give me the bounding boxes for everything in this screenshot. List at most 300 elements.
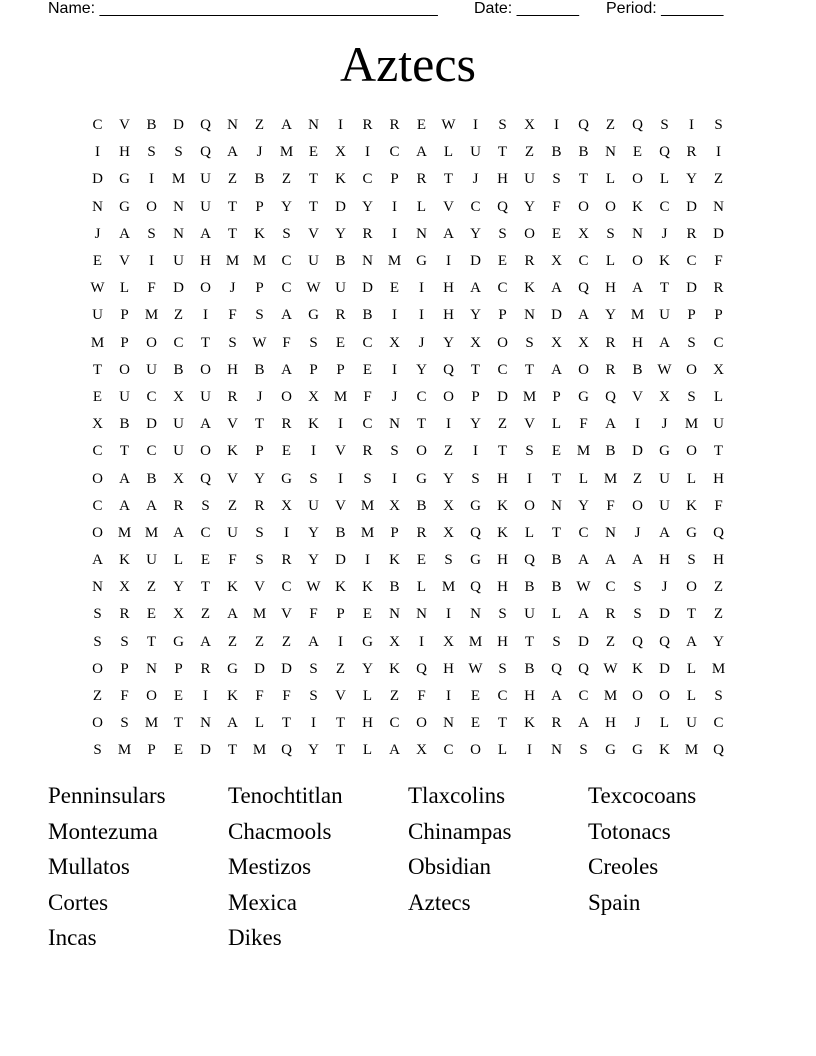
grid-letter: B bbox=[524, 660, 535, 677]
grid-letter: I bbox=[689, 117, 694, 134]
grid-letter: L bbox=[686, 470, 697, 487]
grid-letter: R bbox=[605, 606, 616, 623]
grid-letter: U bbox=[173, 253, 184, 270]
grid-letter: U bbox=[119, 388, 130, 405]
grid-letter: D bbox=[632, 443, 643, 460]
grid-letter: I bbox=[284, 524, 289, 541]
grid-letter: V bbox=[524, 416, 535, 433]
grid-letter: P bbox=[120, 334, 129, 351]
grid-letter: U bbox=[659, 307, 670, 324]
grid-letter: M bbox=[360, 524, 375, 541]
grid-letter: A bbox=[119, 225, 130, 242]
grid-letter: C bbox=[200, 524, 211, 541]
grid-letter: L bbox=[416, 198, 427, 215]
grid-letter: Q bbox=[281, 742, 292, 759]
grid-letter: X bbox=[389, 497, 400, 514]
grid-letter: S bbox=[633, 579, 642, 596]
grid-letter: L bbox=[362, 742, 373, 759]
grid-letter: P bbox=[120, 307, 129, 324]
grid-letter: E bbox=[173, 688, 184, 705]
grid-letter: R bbox=[173, 497, 184, 514]
grid-letter: T bbox=[254, 416, 265, 433]
grid-letter: K bbox=[227, 688, 238, 705]
grid-letter: O bbox=[200, 361, 211, 378]
grid-letter: T bbox=[335, 742, 346, 759]
grid-letter: C bbox=[146, 443, 157, 460]
grid-letter: N bbox=[470, 606, 481, 623]
grid-letter: I bbox=[365, 144, 370, 161]
grid-letter: K bbox=[524, 715, 535, 732]
grid-letter: Q bbox=[578, 280, 589, 297]
grid-letter: G bbox=[173, 633, 184, 650]
grid-letter: C bbox=[389, 144, 400, 161]
grid-letter: E bbox=[470, 715, 481, 732]
grid-letter: G bbox=[416, 253, 427, 270]
grid-letter: A bbox=[200, 633, 211, 650]
grid-letter: A bbox=[173, 524, 184, 541]
grid-letter: O bbox=[632, 171, 643, 188]
grid-letter: F bbox=[228, 552, 237, 569]
grid-letter: M bbox=[468, 633, 483, 650]
grid-letter: W bbox=[657, 361, 672, 378]
grid-letter: H bbox=[497, 579, 508, 596]
grid-letter: O bbox=[578, 198, 589, 215]
grid-letter: X bbox=[443, 524, 454, 541]
grid-letter: T bbox=[497, 144, 508, 161]
grid-letter: S bbox=[120, 715, 129, 732]
grid-letter: A bbox=[389, 742, 400, 759]
grid-letter: I bbox=[311, 443, 316, 460]
date-field-label: Date: _______ bbox=[474, 0, 579, 17]
grid-letter: V bbox=[335, 688, 346, 705]
grid-letter: H bbox=[497, 552, 508, 569]
grid-letter: O bbox=[524, 497, 535, 514]
grid-letter: L bbox=[578, 470, 589, 487]
grid-letter: C bbox=[389, 715, 400, 732]
grid-letter: Y bbox=[443, 470, 454, 487]
grid-letter: G bbox=[119, 171, 130, 188]
grid-letter: I bbox=[311, 715, 316, 732]
grid-letter: M bbox=[144, 715, 159, 732]
grid-letter: B bbox=[416, 497, 427, 514]
grid-letter: P bbox=[390, 171, 399, 188]
grid-letter: D bbox=[200, 742, 211, 759]
grid-letter: J bbox=[661, 579, 668, 596]
grid-letter: Y bbox=[173, 579, 184, 596]
grid-letter: A bbox=[551, 688, 562, 705]
grid-letter: S bbox=[363, 470, 372, 487]
grid-letter: B bbox=[254, 171, 265, 188]
grid-letter: O bbox=[632, 688, 643, 705]
grid-letter: Q bbox=[416, 660, 427, 677]
grid-letter: B bbox=[146, 117, 157, 134]
grid-letter: B bbox=[605, 443, 616, 460]
grid-letter: W bbox=[468, 660, 483, 677]
grid-letter: D bbox=[254, 660, 265, 677]
grid-letter: S bbox=[147, 144, 156, 161]
grid-letter: I bbox=[338, 633, 343, 650]
grid-letter: Q bbox=[659, 144, 670, 161]
grid-letter: O bbox=[416, 443, 427, 460]
grid-letter: Z bbox=[335, 660, 346, 677]
grid-letter: U bbox=[686, 715, 697, 732]
grid-letter: O bbox=[578, 361, 589, 378]
grid-letter: Q bbox=[578, 660, 589, 677]
grid-letter: X bbox=[578, 225, 589, 242]
grid-letter: H bbox=[443, 280, 454, 297]
grid-letter: A bbox=[578, 552, 589, 569]
grid-letter: X bbox=[659, 388, 670, 405]
word-bank-item: Texcocoans bbox=[588, 783, 697, 808]
grid-letter: D bbox=[335, 198, 346, 215]
grid-letter: W bbox=[90, 280, 105, 297]
word-bank-item: Aztecs bbox=[408, 889, 471, 915]
grid-letter: E bbox=[308, 144, 319, 161]
grid-letter: A bbox=[92, 552, 103, 569]
grid-letter: Q bbox=[200, 144, 211, 161]
grid-letter: O bbox=[281, 388, 292, 405]
grid-letter: N bbox=[416, 225, 427, 242]
name-field-label: Name: ______________________________________ bbox=[48, 0, 438, 17]
grid-letter: N bbox=[416, 606, 427, 623]
grid-letter: B bbox=[254, 361, 265, 378]
grid-letter: S bbox=[255, 307, 264, 324]
grid-letter: E bbox=[200, 552, 211, 569]
word-bank-item: Mullatos bbox=[48, 854, 130, 879]
grid-letter: Y bbox=[308, 742, 319, 759]
grid-letter: U bbox=[200, 198, 211, 215]
grid-letter: O bbox=[92, 524, 103, 541]
grid-letter: S bbox=[552, 171, 561, 188]
grid-letter: H bbox=[497, 633, 508, 650]
grid-letter: X bbox=[173, 470, 184, 487]
grid-letter: C bbox=[713, 334, 724, 351]
grid-letter: Q bbox=[713, 524, 724, 541]
grid-letter: O bbox=[497, 334, 508, 351]
grid-letter: Y bbox=[470, 307, 481, 324]
grid-letter: A bbox=[578, 307, 589, 324]
grid-letter: J bbox=[229, 280, 236, 297]
grid-letter: K bbox=[632, 198, 643, 215]
grid-letter: E bbox=[362, 361, 373, 378]
grid-letter: A bbox=[659, 334, 670, 351]
grid-letter: R bbox=[605, 334, 616, 351]
word-bank-item: Obsidian bbox=[408, 854, 492, 879]
grid-letter: A bbox=[551, 361, 562, 378]
grid-letter: T bbox=[281, 715, 292, 732]
grid-letter: T bbox=[659, 280, 670, 297]
grid-letter: B bbox=[551, 552, 562, 569]
grid-letter: I bbox=[635, 416, 640, 433]
grid-letter: D bbox=[659, 660, 670, 677]
grid-letter: Q bbox=[632, 633, 643, 650]
grid-letter: I bbox=[527, 742, 532, 759]
grid-letter: Q bbox=[632, 117, 643, 134]
grid-letter: C bbox=[578, 688, 589, 705]
grid-letter: H bbox=[362, 715, 373, 732]
grid-letter: U bbox=[227, 524, 238, 541]
grid-letter: B bbox=[146, 470, 157, 487]
grid-letter: Z bbox=[497, 416, 508, 433]
grid-letter: W bbox=[252, 334, 267, 351]
grid-letter: G bbox=[470, 552, 481, 569]
grid-letter: F bbox=[120, 688, 129, 705]
grid-letter: D bbox=[92, 171, 103, 188]
grid-letter: F bbox=[147, 280, 156, 297]
grid-letter: D bbox=[173, 280, 184, 297]
grid-letter: S bbox=[633, 606, 642, 623]
grid-letter: B bbox=[119, 416, 130, 433]
grid-letter: I bbox=[419, 633, 424, 650]
grid-letter: C bbox=[713, 715, 724, 732]
grid-letter: M bbox=[171, 171, 186, 188]
grid-letter: S bbox=[606, 225, 615, 242]
grid-letter: H bbox=[227, 361, 238, 378]
grid-letter: E bbox=[281, 443, 292, 460]
grid-letter: G bbox=[659, 443, 670, 460]
grid-letter: P bbox=[552, 388, 561, 405]
grid-letter: E bbox=[497, 253, 508, 270]
grid-letter: P bbox=[147, 742, 156, 759]
grid-letter: D bbox=[551, 307, 562, 324]
grid-letter: A bbox=[200, 225, 211, 242]
grid-letter: R bbox=[524, 253, 535, 270]
word-bank-item: Dikes bbox=[228, 925, 282, 950]
grid-letter: L bbox=[605, 253, 616, 270]
grid-letter: N bbox=[227, 117, 238, 134]
grid-letter: S bbox=[309, 660, 318, 677]
grid-letter: E bbox=[173, 742, 184, 759]
grid-letter: N bbox=[524, 307, 535, 324]
grid-letter: F bbox=[714, 497, 723, 514]
grid-letter: M bbox=[117, 742, 132, 759]
word-bank-item: Spain bbox=[588, 889, 641, 915]
grid-letter: P bbox=[174, 660, 183, 677]
grid-letter: D bbox=[659, 606, 670, 623]
grid-letter: V bbox=[632, 388, 643, 405]
grid-letter: D bbox=[146, 416, 157, 433]
grid-letter: N bbox=[92, 579, 103, 596]
grid-letter: I bbox=[203, 307, 208, 324]
grid-letter: I bbox=[554, 117, 559, 134]
grid-letter: Y bbox=[416, 361, 427, 378]
grid-letter: C bbox=[497, 688, 508, 705]
grid-letter: U bbox=[335, 280, 346, 297]
grid-letter: N bbox=[308, 117, 319, 134]
grid-letter: E bbox=[416, 117, 427, 134]
grid-letter: T bbox=[227, 198, 238, 215]
grid-letter: I bbox=[95, 144, 100, 161]
grid-letter: G bbox=[632, 742, 643, 759]
grid-letter: T bbox=[497, 715, 508, 732]
grid-letter: O bbox=[659, 688, 670, 705]
grid-letter: Y bbox=[686, 171, 697, 188]
grid-letter: O bbox=[686, 443, 697, 460]
grid-letter: G bbox=[227, 660, 238, 677]
grid-letter: Q bbox=[497, 198, 508, 215]
grid-letter: G bbox=[281, 470, 292, 487]
grid-letter: E bbox=[551, 225, 562, 242]
grid-letter: M bbox=[252, 742, 267, 759]
grid-letter: H bbox=[632, 334, 643, 351]
grid-letter: U bbox=[200, 171, 211, 188]
grid-letter: V bbox=[335, 497, 346, 514]
grid-letter: Q bbox=[200, 117, 211, 134]
grid-letter: U bbox=[92, 307, 103, 324]
grid-letter: D bbox=[362, 280, 373, 297]
grid-letter: Y bbox=[524, 198, 535, 215]
grid-letter: A bbox=[551, 280, 562, 297]
grid-letter: I bbox=[527, 470, 532, 487]
grid-letter: L bbox=[362, 688, 373, 705]
grid-letter: A bbox=[119, 497, 130, 514]
grid-letter: P bbox=[498, 307, 507, 324]
grid-letter: N bbox=[389, 606, 400, 623]
grid-letter: N bbox=[173, 198, 184, 215]
grid-letter: N bbox=[362, 253, 373, 270]
grid-letter: H bbox=[443, 660, 454, 677]
grid-letter: S bbox=[714, 688, 723, 705]
grid-letter: I bbox=[392, 307, 397, 324]
grid-letter: B bbox=[335, 524, 346, 541]
grid-letter: Z bbox=[713, 171, 724, 188]
word-bank-item: Chacmools bbox=[228, 818, 332, 844]
grid-letter: R bbox=[416, 171, 427, 188]
grid-letter: X bbox=[173, 388, 184, 405]
grid-letter: C bbox=[281, 253, 292, 270]
grid-letter: A bbox=[200, 416, 211, 433]
word-search-grid bbox=[84, 112, 732, 765]
grid-letter: N bbox=[551, 742, 562, 759]
grid-letter: Y bbox=[308, 524, 319, 541]
grid-letter: A bbox=[578, 715, 589, 732]
grid-letter: S bbox=[147, 225, 156, 242]
grid-letter: O bbox=[524, 225, 535, 242]
grid-letter: L bbox=[254, 715, 265, 732]
grid-letter: X bbox=[578, 334, 589, 351]
grid-letter: S bbox=[552, 633, 561, 650]
grid-letter: T bbox=[470, 361, 481, 378]
grid-letter: K bbox=[632, 660, 643, 677]
grid-letter: I bbox=[338, 470, 343, 487]
grid-letter: W bbox=[441, 117, 456, 134]
grid-letter: M bbox=[144, 524, 159, 541]
grid-letter: F bbox=[363, 388, 372, 405]
grid-letter: J bbox=[661, 225, 668, 242]
grid-letter: Q bbox=[659, 633, 670, 650]
grid-letter: X bbox=[335, 144, 346, 161]
grid-letter: M bbox=[522, 388, 537, 405]
grid-letter: L bbox=[173, 552, 184, 569]
grid-letter: F bbox=[255, 688, 264, 705]
grid-letter: X bbox=[281, 497, 292, 514]
grid-letter: F bbox=[552, 198, 561, 215]
grid-letter: V bbox=[443, 198, 454, 215]
grid-letter: S bbox=[498, 606, 507, 623]
grid-letter: S bbox=[660, 117, 669, 134]
grid-letter: T bbox=[308, 171, 319, 188]
grid-letter: C bbox=[686, 253, 697, 270]
grid-letter: O bbox=[92, 470, 103, 487]
grid-letter: R bbox=[335, 307, 346, 324]
grid-letter: T bbox=[200, 334, 211, 351]
grid-letter: B bbox=[632, 361, 643, 378]
grid-letter: J bbox=[256, 388, 263, 405]
grid-letter: E bbox=[92, 388, 103, 405]
grid-letter: F bbox=[579, 416, 588, 433]
grid-letter: B bbox=[335, 253, 346, 270]
grid-letter: I bbox=[149, 171, 154, 188]
grid-letter: A bbox=[308, 633, 319, 650]
grid-letter: K bbox=[119, 552, 130, 569]
grid-letter: D bbox=[335, 552, 346, 569]
grid-letter: S bbox=[714, 117, 723, 134]
grid-letter: U bbox=[470, 144, 481, 161]
grid-letter: R bbox=[281, 416, 292, 433]
grid-letter: A bbox=[632, 552, 643, 569]
grid-letter: A bbox=[281, 361, 292, 378]
grid-letter: D bbox=[713, 225, 724, 242]
grid-letter: C bbox=[92, 117, 103, 134]
grid-letter: O bbox=[632, 497, 643, 514]
grid-letter: M bbox=[252, 606, 267, 623]
grid-letter: T bbox=[443, 171, 454, 188]
grid-letter: C bbox=[659, 198, 670, 215]
grid-letter: I bbox=[446, 416, 451, 433]
grid-letter: C bbox=[497, 280, 508, 297]
grid-letter: J bbox=[661, 416, 668, 433]
grid-letter: F bbox=[282, 334, 291, 351]
grid-letter: S bbox=[687, 388, 696, 405]
grid-letter: F bbox=[228, 307, 237, 324]
grid-letter: Z bbox=[443, 443, 454, 460]
grid-letter: X bbox=[173, 606, 184, 623]
grid-letter: T bbox=[416, 416, 427, 433]
grid-letter: K bbox=[497, 497, 508, 514]
grid-letter: D bbox=[173, 117, 184, 134]
grid-letter: S bbox=[93, 606, 102, 623]
grid-letter: M bbox=[117, 524, 132, 541]
grid-letter: V bbox=[119, 253, 130, 270]
grid-letter: R bbox=[713, 280, 724, 297]
grid-letter: T bbox=[200, 579, 211, 596]
grid-letter: D bbox=[686, 280, 697, 297]
grid-letter: A bbox=[605, 552, 616, 569]
grid-letter: C bbox=[173, 334, 184, 351]
grid-letter: Y bbox=[605, 307, 616, 324]
grid-letter: J bbox=[391, 388, 398, 405]
grid-letter: X bbox=[416, 742, 427, 759]
grid-letter: I bbox=[473, 443, 478, 460]
grid-letter: W bbox=[603, 660, 618, 677]
grid-letter: X bbox=[443, 497, 454, 514]
page-title: Aztecs bbox=[339, 36, 477, 92]
grid-letter: D bbox=[281, 660, 292, 677]
grid-letter: T bbox=[524, 361, 535, 378]
grid-letter: A bbox=[605, 416, 616, 433]
grid-letter: Z bbox=[605, 117, 616, 134]
grid-letter: X bbox=[389, 334, 400, 351]
grid-letter: A bbox=[146, 497, 157, 514]
grid-letter: S bbox=[174, 144, 183, 161]
grid-letter: M bbox=[144, 307, 159, 324]
grid-letter: I bbox=[473, 117, 478, 134]
grid-letter: I bbox=[419, 307, 424, 324]
grid-letter: K bbox=[362, 579, 373, 596]
grid-letter: G bbox=[686, 524, 697, 541]
word-bank-item: Cortes bbox=[48, 889, 109, 915]
grid-letter: F bbox=[714, 253, 723, 270]
